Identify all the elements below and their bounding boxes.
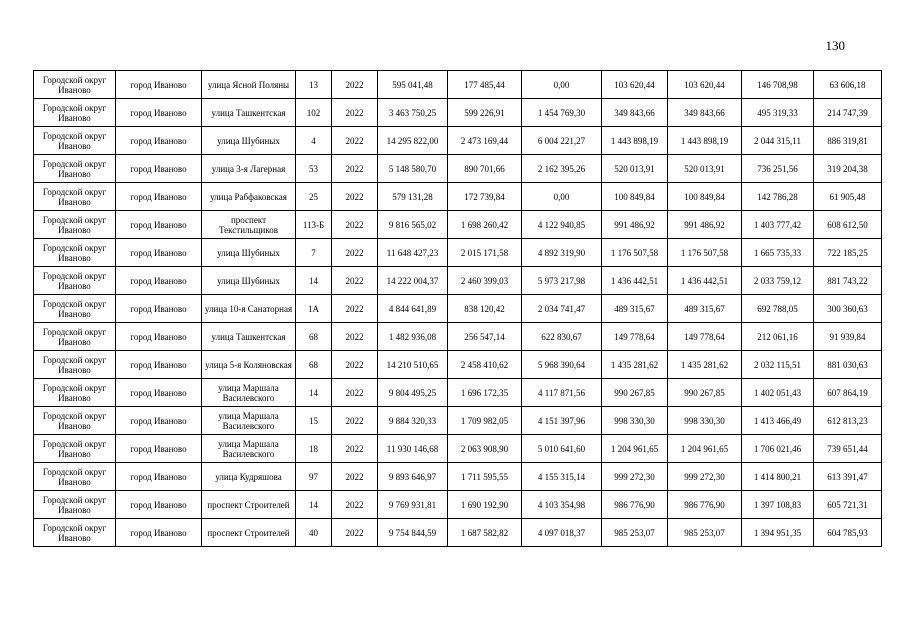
amount-cell: 100 849,84 [668, 183, 742, 211]
amount-cell: 103 620,44 [668, 71, 742, 99]
amount-cell: 2 162 395,26 [522, 155, 602, 183]
amount-cell: 2 034 741,47 [522, 295, 602, 323]
amount-cell: 495 319,33 [742, 99, 814, 127]
municipality-cell: Городской округ Иваново [34, 351, 116, 379]
amount-cell: 890 701,66 [448, 155, 522, 183]
amount-cell: 489 315,67 [668, 295, 742, 323]
total-cost-cell: 11 930 146,68 [378, 435, 448, 463]
settlement-cell: город Иваново [116, 239, 202, 267]
amount-cell: 1 443 898,19 [668, 127, 742, 155]
amount-cell: 1 443 898,19 [602, 127, 668, 155]
municipality-cell: Городской округ Иваново [34, 155, 116, 183]
year-cell: 2022 [332, 127, 378, 155]
amount-cell: 692 788,05 [742, 295, 814, 323]
amount-cell: 605 721,31 [814, 491, 882, 519]
street-cell: улица Кудряшова [202, 463, 296, 491]
year-cell: 2022 [332, 295, 378, 323]
year-cell: 2022 [332, 407, 378, 435]
house-number-cell: 97 [296, 463, 332, 491]
amount-cell: 1 204 961,65 [668, 435, 742, 463]
settlement-cell: город Иваново [116, 407, 202, 435]
amount-cell: 0,00 [522, 183, 602, 211]
house-number-cell: 4 [296, 127, 332, 155]
total-cost-cell: 9 884 320,33 [378, 407, 448, 435]
house-number-cell: 18 [296, 435, 332, 463]
page-number: 130 [825, 38, 845, 53]
amount-cell: 881 743,22 [814, 267, 882, 295]
amount-cell: 349 843,66 [602, 99, 668, 127]
amount-cell: 4 103 354,98 [522, 491, 602, 519]
house-number-cell: 113-Б [296, 211, 332, 239]
year-cell: 2022 [332, 155, 378, 183]
settlement-cell: город Иваново [116, 127, 202, 155]
settlement-cell: город Иваново [116, 267, 202, 295]
street-cell: улица Шубиных [202, 267, 296, 295]
year-cell: 2022 [332, 239, 378, 267]
table-row [34, 99, 882, 127]
amount-cell: 991 486,92 [668, 211, 742, 239]
amount-cell: 2 460 399,03 [448, 267, 522, 295]
amount-cell: 881 030,63 [814, 351, 882, 379]
municipality-cell: Городской округ Иваново [34, 323, 116, 351]
house-number-cell: 14 [296, 379, 332, 407]
total-cost-cell: 14 295 822,00 [378, 127, 448, 155]
house-number-cell: 14 [296, 267, 332, 295]
amount-cell: 1 397 108,83 [742, 491, 814, 519]
total-cost-cell: 5 148 580,70 [378, 155, 448, 183]
total-cost-cell: 11 648 427,23 [378, 239, 448, 267]
amount-cell: 1 698 260,42 [448, 211, 522, 239]
house-number-cell: 14 [296, 491, 332, 519]
total-cost-cell: 9 893 646,97 [378, 463, 448, 491]
municipality-cell: Городской округ Иваново [34, 211, 116, 239]
municipality-cell: Городской округ Иваново [34, 463, 116, 491]
house-number-cell: 102 [296, 99, 332, 127]
street-cell: улица Ясной Поляны [202, 71, 296, 99]
table-row [34, 323, 882, 351]
amount-cell: 1 403 777,42 [742, 211, 814, 239]
amount-cell: 604 785,93 [814, 519, 882, 547]
amount-cell: 1 414 800,21 [742, 463, 814, 491]
amount-cell: 520 013,91 [668, 155, 742, 183]
amount-cell: 100 849,84 [602, 183, 668, 211]
total-cost-cell: 4 844 641,89 [378, 295, 448, 323]
settlement-cell: город Иваново [116, 295, 202, 323]
house-number-cell: 53 [296, 155, 332, 183]
amount-cell: 985 253,07 [602, 519, 668, 547]
amount-cell: 1 709 982,05 [448, 407, 522, 435]
amount-cell: 612 813,23 [814, 407, 882, 435]
total-cost-cell: 14 222 004,37 [378, 267, 448, 295]
total-cost-cell: 3 463 750,25 [378, 99, 448, 127]
table-body [34, 71, 882, 547]
settlement-cell: город Иваново [116, 155, 202, 183]
table-row [34, 379, 882, 407]
table-row [34, 491, 882, 519]
amount-cell: 599 226,91 [448, 99, 522, 127]
amount-cell: 722 185,25 [814, 239, 882, 267]
amount-cell: 1 454 769,30 [522, 99, 602, 127]
amount-cell: 2 473 169,44 [448, 127, 522, 155]
amount-cell: 1 706 021,46 [742, 435, 814, 463]
house-number-cell: 15 [296, 407, 332, 435]
house-number-cell: 40 [296, 519, 332, 547]
table-row [34, 295, 882, 323]
table-row [34, 463, 882, 491]
table-row [34, 351, 882, 379]
amount-cell: 999 272,30 [602, 463, 668, 491]
year-cell: 2022 [332, 519, 378, 547]
settlement-cell: город Иваново [116, 71, 202, 99]
amount-cell: 1 176 507,58 [602, 239, 668, 267]
amount-cell: 1 436 442,51 [668, 267, 742, 295]
street-cell: проспект Строителей [202, 491, 296, 519]
street-cell: улица Шубиных [202, 127, 296, 155]
amount-cell: 142 786,28 [742, 183, 814, 211]
table-row [34, 211, 882, 239]
amount-cell: 1 696 172,35 [448, 379, 522, 407]
street-cell: улица Рабфаковская [202, 183, 296, 211]
table-row [34, 183, 882, 211]
amount-cell: 149 778,64 [668, 323, 742, 351]
amount-cell: 2 032 115,51 [742, 351, 814, 379]
amount-cell: 1 402 051,43 [742, 379, 814, 407]
amount-cell: 990 267,85 [668, 379, 742, 407]
amount-cell: 739 651,44 [814, 435, 882, 463]
amount-cell: 489 315,67 [602, 295, 668, 323]
year-cell: 2022 [332, 435, 378, 463]
total-cost-cell: 1 482 936,08 [378, 323, 448, 351]
amount-cell: 103 620,44 [602, 71, 668, 99]
amount-cell: 838 120,42 [448, 295, 522, 323]
street-cell: улица 10-я Санаторная [202, 295, 296, 323]
municipality-cell: Городской округ Иваново [34, 267, 116, 295]
amount-cell: 2 033 759,12 [742, 267, 814, 295]
street-cell: улица Маршала Василевского [202, 407, 296, 435]
house-number-cell: 68 [296, 351, 332, 379]
house-number-cell: 1А [296, 295, 332, 323]
municipality-cell: Городской округ Иваново [34, 99, 116, 127]
amount-cell: 349 843,66 [668, 99, 742, 127]
settlement-cell: город Иваново [116, 183, 202, 211]
house-number-cell: 13 [296, 71, 332, 99]
settlement-cell: город Иваново [116, 323, 202, 351]
municipality-cell: Городской округ Иваново [34, 127, 116, 155]
municipality-cell: Городской округ Иваново [34, 183, 116, 211]
amount-cell: 63 606,18 [814, 71, 882, 99]
amount-cell: 149 778,64 [602, 323, 668, 351]
amount-cell: 2 063 908,90 [448, 435, 522, 463]
amount-cell: 999 272,30 [668, 463, 742, 491]
year-cell: 2022 [332, 491, 378, 519]
amount-cell: 319 204,38 [814, 155, 882, 183]
amount-cell: 214 747,39 [814, 99, 882, 127]
total-cost-cell: 9 769 931,81 [378, 491, 448, 519]
total-cost-cell: 14 210 510,65 [378, 351, 448, 379]
amount-cell: 613 391,47 [814, 463, 882, 491]
amount-cell: 300 360,63 [814, 295, 882, 323]
table-row [34, 407, 882, 435]
street-cell: улица 5-я Коляновская [202, 351, 296, 379]
settlement-cell: город Иваново [116, 379, 202, 407]
street-cell: улица Маршала Василевского [202, 435, 296, 463]
amount-cell: 0,00 [522, 71, 602, 99]
amount-cell: 4 151 397,96 [522, 407, 602, 435]
street-cell: улица Ташкентская [202, 323, 296, 351]
amount-cell: 61 905,48 [814, 183, 882, 211]
amount-cell: 998 330,30 [668, 407, 742, 435]
amount-cell: 1 690 192,90 [448, 491, 522, 519]
amount-cell: 886 319,81 [814, 127, 882, 155]
table-row [34, 71, 882, 99]
street-cell: проспект Строителей [202, 519, 296, 547]
municipality-cell: Городской округ Иваново [34, 71, 116, 99]
table-row [34, 519, 882, 547]
year-cell: 2022 [332, 99, 378, 127]
street-cell: улица Маршала Василевского [202, 379, 296, 407]
amount-cell: 1 435 281,62 [668, 351, 742, 379]
municipality-cell: Городской округ Иваново [34, 435, 116, 463]
municipality-cell: Городской округ Иваново [34, 239, 116, 267]
total-cost-cell: 595 041,48 [378, 71, 448, 99]
year-cell: 2022 [332, 379, 378, 407]
amount-cell: 212 061,16 [742, 323, 814, 351]
amount-cell: 1 176 507,58 [668, 239, 742, 267]
amount-cell: 4 122 940,85 [522, 211, 602, 239]
street-cell: проспект Текстильщиков [202, 211, 296, 239]
street-cell: улица Шубиных [202, 239, 296, 267]
amount-cell: 1 435 281,62 [602, 351, 668, 379]
amount-cell: 1 665 735,33 [742, 239, 814, 267]
amount-cell: 2 458 410,62 [448, 351, 522, 379]
table-row [34, 155, 882, 183]
amount-cell: 1 711 595,55 [448, 463, 522, 491]
table-row [34, 435, 882, 463]
table-row [34, 127, 882, 155]
repair-registry-table [33, 70, 882, 547]
settlement-cell: город Иваново [116, 463, 202, 491]
amount-cell: 736 251,56 [742, 155, 814, 183]
amount-cell: 5 973 217,98 [522, 267, 602, 295]
amount-cell: 1 394 951,35 [742, 519, 814, 547]
amount-cell: 986 776,90 [602, 491, 668, 519]
amount-cell: 4 892 319,90 [522, 239, 602, 267]
amount-cell: 1 204 961,65 [602, 435, 668, 463]
amount-cell: 5 010 641,60 [522, 435, 602, 463]
settlement-cell: город Иваново [116, 491, 202, 519]
amount-cell: 256 547,14 [448, 323, 522, 351]
year-cell: 2022 [332, 463, 378, 491]
settlement-cell: город Иваново [116, 435, 202, 463]
settlement-cell: город Иваново [116, 519, 202, 547]
amount-cell: 1 436 442,51 [602, 267, 668, 295]
municipality-cell: Городской округ Иваново [34, 491, 116, 519]
amount-cell: 986 776,90 [668, 491, 742, 519]
year-cell: 2022 [332, 211, 378, 239]
amount-cell: 990 267,85 [602, 379, 668, 407]
settlement-cell: город Иваново [116, 211, 202, 239]
amount-cell: 2 015 171,58 [448, 239, 522, 267]
amount-cell: 177 485,44 [448, 71, 522, 99]
amount-cell: 146 708,98 [742, 71, 814, 99]
amount-cell: 91 939,84 [814, 323, 882, 351]
amount-cell: 607 864,19 [814, 379, 882, 407]
amount-cell: 6 004 221,27 [522, 127, 602, 155]
year-cell: 2022 [332, 71, 378, 99]
amount-cell: 2 044 315,11 [742, 127, 814, 155]
house-number-cell: 7 [296, 239, 332, 267]
amount-cell: 520 013,91 [602, 155, 668, 183]
amount-cell: 1 413 466,49 [742, 407, 814, 435]
amount-cell: 1 687 582,82 [448, 519, 522, 547]
amount-cell: 4 117 871,56 [522, 379, 602, 407]
amount-cell: 608 612,50 [814, 211, 882, 239]
municipality-cell: Городской округ Иваново [34, 379, 116, 407]
amount-cell: 998 330,30 [602, 407, 668, 435]
total-cost-cell: 9 754 844,59 [378, 519, 448, 547]
year-cell: 2022 [332, 323, 378, 351]
amount-cell: 991 486,92 [602, 211, 668, 239]
street-cell: улица 3-я Лагерная [202, 155, 296, 183]
house-number-cell: 68 [296, 323, 332, 351]
amount-cell: 5 968 390,64 [522, 351, 602, 379]
municipality-cell: Городской округ Иваново [34, 295, 116, 323]
house-number-cell: 25 [296, 183, 332, 211]
settlement-cell: город Иваново [116, 351, 202, 379]
amount-cell: 4 097 018,37 [522, 519, 602, 547]
year-cell: 2022 [332, 183, 378, 211]
table-row [34, 267, 882, 295]
amount-cell: 985 253,07 [668, 519, 742, 547]
amount-cell: 172 739,84 [448, 183, 522, 211]
municipality-cell: Городской округ Иваново [34, 407, 116, 435]
year-cell: 2022 [332, 267, 378, 295]
total-cost-cell: 579 131,28 [378, 183, 448, 211]
amount-cell: 622 830,67 [522, 323, 602, 351]
street-cell: улица Ташкентская [202, 99, 296, 127]
table-row [34, 239, 882, 267]
settlement-cell: город Иваново [116, 99, 202, 127]
total-cost-cell: 9 816 565,02 [378, 211, 448, 239]
municipality-cell: Городской округ Иваново [34, 519, 116, 547]
year-cell: 2022 [332, 351, 378, 379]
amount-cell: 4 155 315,14 [522, 463, 602, 491]
total-cost-cell: 9 804 495,25 [378, 379, 448, 407]
